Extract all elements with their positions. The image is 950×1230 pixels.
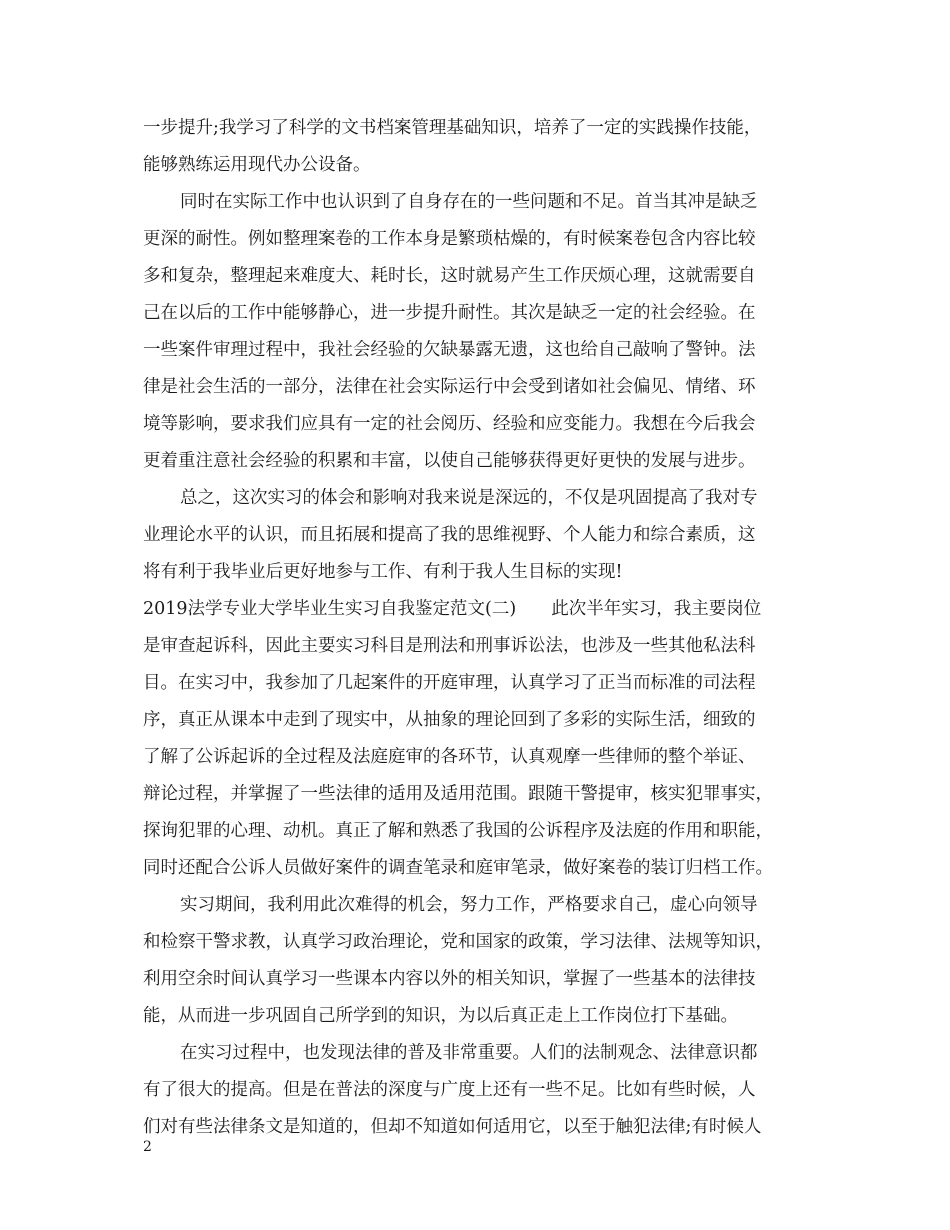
text-line: 序，真正从课本中走到了现实中，从抽象的理论回到了多彩的实际生活，细致的 [143, 710, 756, 730]
text-line: 将有利于我毕业后更好地参与工作、有利于我人生目标的实现! [143, 562, 623, 582]
text-line: 目。在实习中，我参加了几起案件的开庭审理，认真学习了正当而标准的司法程 [143, 673, 756, 693]
paragraph-first-line: 在实习过程中，也发现法律的普及非常重要。人们的法制观念、法律意识都 [180, 1043, 758, 1063]
text-line: 境等影响，要求我们应具有一定的社会阅历、经验和应变能力。我想在今后我会 [143, 414, 756, 434]
text-line: 们对有些法律条文是知道的，但却不知道如何适用它，以至于触犯法律;有时候人 [143, 1117, 762, 1137]
text-line: 辩论过程，并掌握了一些法律的适用及适用范围。跟随干警提审，核实犯罪事实， [143, 784, 773, 804]
text-line: 能够熟练运用现代办公设备。 [143, 155, 371, 175]
paragraph-first-line: 同时在实际工作中也认识到了自身存在的一些问题和不足。首当其冲是缺乏 [180, 192, 758, 212]
text-line: 业理论水平的认识，而且拓展和提高了我的思维视野、个人能力和综合素质，这 [143, 525, 756, 545]
text-line: 了解了公诉起诉的全过程及法庭庭审的各环节，认真观摩一些律师的整个举证、 [143, 747, 756, 767]
text-line: 更深的耐性。例如整理案卷的工作本身是繁琐枯燥的，有时候案卷包含内容比较 [143, 229, 756, 249]
text-line: 一些案件审理过程中，我社会经验的欠缺暴露无遗，这也给自己敲响了警钟。法 [143, 340, 756, 360]
text-line: 有了很大的提高。但是在普法的深度与广度上还有一些不足。比如有些时候，人 [143, 1080, 756, 1100]
paragraph-first-line: 实习期间，我利用此次难得的机会，努力工作，严格要求自己，虚心向领导 [180, 895, 758, 915]
text-line: 更着重注意社会经验的积累和丰富，以使自己能够获得更好更快的发展与进步。 [143, 451, 756, 471]
text-line: 探询犯罪的心理、动机。真正了解和熟悉了我国的公诉程序及法庭的作用和职能， [143, 821, 773, 841]
paragraph-first-line: 总之，这次实习的体会和影响对我来说是深远的，不仅是巩固提高了我对专 [180, 488, 758, 508]
text-line: 一步提升;我学习了科学的文书档案管理基础知识，培养了一定的实践操作技能， [143, 118, 762, 138]
text-line: 利用空余时间认真学习一些课本内容以外的相关知识，掌握了一些基本的法律技 [143, 969, 756, 989]
text-line: 和检察干警求教，认真学习政治理论，党和国家的政策，学习法律、法规等知识， [143, 932, 773, 952]
text-line: 是审查起诉科，因此主要实习科目是刑法和刑事诉讼法，也涉及一些其他私法科 [143, 636, 756, 656]
text-line: 己在以后的工作中能够静心，进一步提升耐性。其次是缺乏一定的社会经验。在 [143, 303, 756, 323]
text-line: 同时还配合公诉人员做好案件的调查笔录和庭审笔录，做好案卷的装订归档工作。 [143, 858, 773, 878]
text-line: 能，从而进一步巩固自己所学到的知识，为以后真正走上工作岗位打下基础。 [143, 1006, 738, 1026]
text-line: 律是社会生活的一部分，法律在社会实际运行中会受到诸如社会偏见、情绪、环 [143, 377, 756, 397]
section-heading-line: 2019法学专业大学毕业生实习自我鉴定范文(二) 此次半年实习，我主要岗位 [143, 599, 762, 619]
page-number: 2 [143, 1139, 152, 1155]
text-line: 多和复杂，整理起来难度大、耗时长，这时就易产生工作厌烦心理，这就需要自 [143, 266, 756, 286]
